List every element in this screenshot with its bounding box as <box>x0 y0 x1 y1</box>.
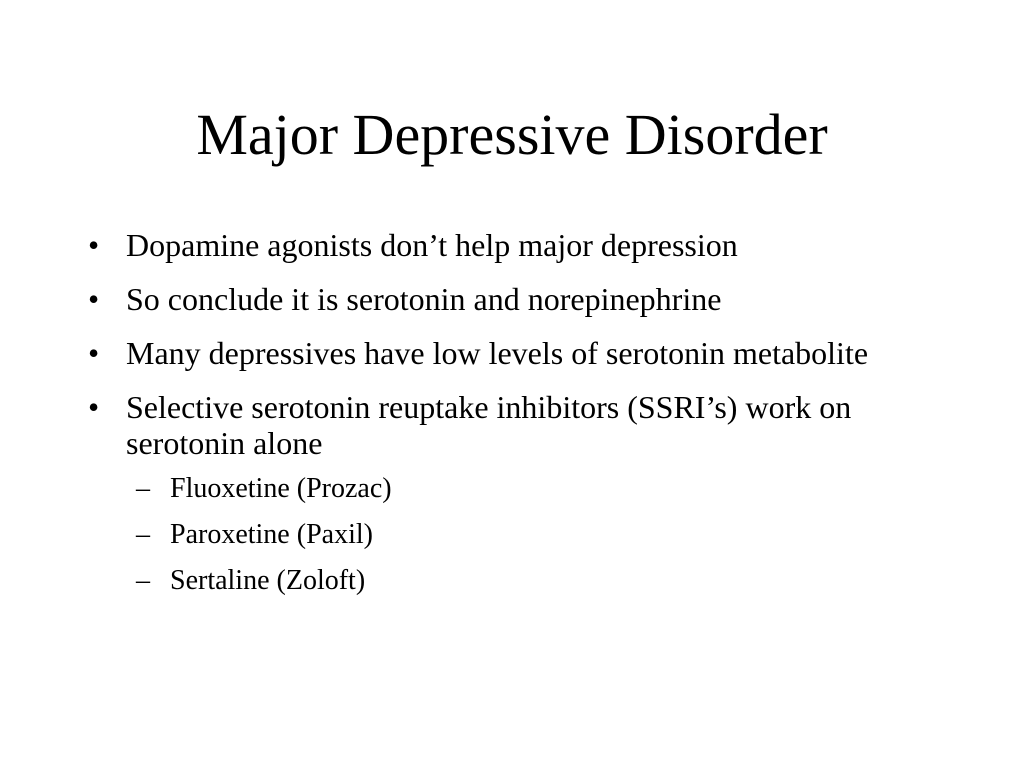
sub-bullet-item <box>126 473 940 505</box>
bullet-item <box>80 227 940 263</box>
sub-bullet-text: Fluoxetine (Prozac) <box>170 473 392 504</box>
sub-bullet-text: Paroxetine (Paxil) <box>170 519 373 550</box>
bullet-marker: • <box>88 389 100 425</box>
bullet-text: So conclude it is serotonin and norepinephrine <box>126 281 722 317</box>
bullet-text: Selective serotonin reuptake inhibitors (SSRI’s) work on serotonin alone <box>126 389 852 461</box>
bullet-item <box>80 389 940 597</box>
slide-title: Major Depressive Disorder <box>196 102 828 167</box>
bullet-item <box>80 281 940 317</box>
bullet-text: Dopamine agonists don’t help major depression <box>126 227 738 263</box>
bullet-list <box>80 227 940 615</box>
bullet-text: Many depressives have low levels of serotonin metabolite <box>126 335 869 371</box>
bullet-item <box>80 335 940 371</box>
sub-bullet-marker: – <box>136 473 150 504</box>
sub-bullet-marker: – <box>136 519 150 550</box>
sub-bullet-text: Sertaline (Zoloft) <box>170 565 366 596</box>
sub-bullet-item <box>126 565 940 597</box>
bullet-marker: • <box>88 335 100 371</box>
sub-bullet-marker: – <box>136 565 150 596</box>
bullet-marker: • <box>88 281 100 317</box>
sub-bullet-item <box>126 519 940 551</box>
bullet-marker: • <box>88 227 100 263</box>
sub-bullet-list <box>126 473 940 597</box>
